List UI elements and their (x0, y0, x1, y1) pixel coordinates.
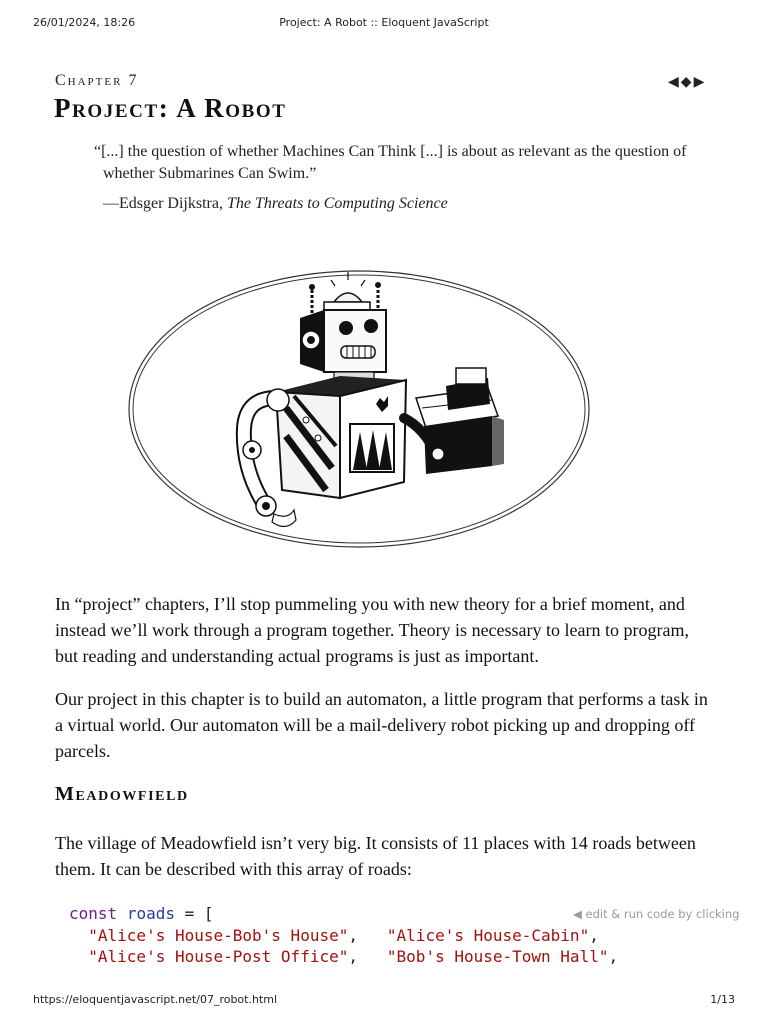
epigraph-author: —Edsger Dijkstra, (103, 195, 227, 212)
section-heading-meadowfield: Meadowfield (55, 783, 189, 805)
meadowfield-paragraph: The village of Meadowfield isn’t very big. It consists of 11 places with 14 roads between them. It can be described with this array of roads: (55, 833, 696, 879)
run-hint-text: edit & run code by clicking (585, 907, 740, 921)
chapter-label: Chapter 7 (55, 72, 139, 89)
chapter-title: Project: A Robot (54, 93, 287, 123)
epigraph (94, 141, 704, 215)
code-assign: = [ (174, 904, 214, 923)
run-arrow-icon: ◀ (573, 907, 582, 921)
code-keyword: const (69, 904, 118, 923)
print-url: https://eloquentjavascript.net/07_robot.html (33, 993, 278, 1006)
print-page-number: 1/13 (710, 993, 735, 1006)
robot-illustration (126, 268, 592, 550)
previous-chapter-icon[interactable]: ◀ (668, 74, 679, 90)
chapter-nav (668, 74, 704, 90)
print-date: 26/01/2024, 18:26 (33, 16, 136, 29)
code-string: "Alice's House-Cabin" (386, 925, 590, 945)
next-chapter-icon[interactable]: ▶ (693, 74, 705, 90)
epigraph-quote: “[...] the question of whether Machines Can Think [...] is about as relevant as the question of whether Submarines Can Swim.” (94, 143, 687, 182)
code-variable: roads (126, 904, 175, 923)
code-string: "Alice's House-Post Office" (88, 947, 349, 966)
intro-paragraph: In “project” chapters, I’ll stop pummeling you with new theory for a brief moment, and instead we’ll work through a program together. Theory is necessary to learn to program, but reading and understanding actual programs is just as important. (55, 594, 689, 666)
code-block-roads[interactable]: const roads = [ "Alice's House-Bob's House", "Alice's House-Cabin", "Alice's House-Post Office", "Bob's House-Town Hall", (69, 904, 619, 966)
run-code-hint[interactable] (573, 907, 739, 921)
project-paragraph: Our project in this chapter is to build an automaton, a little program that performs a task in a virtual world. Our automaton will be a mail-delivery robot picking up and dropping off parcels. (55, 689, 708, 761)
epigraph-attribution (94, 193, 704, 215)
contents-icon[interactable]: ◆ (680, 74, 692, 90)
code-string: "Bob's House-Town Hall" (386, 947, 609, 966)
code-string: "Alice's House-Bob's House" (88, 925, 349, 945)
print-page-title: Project: A Robot :: Eloquent JavaScript (279, 16, 489, 29)
epigraph-work: The Threats to Computing Science (226, 195, 448, 212)
